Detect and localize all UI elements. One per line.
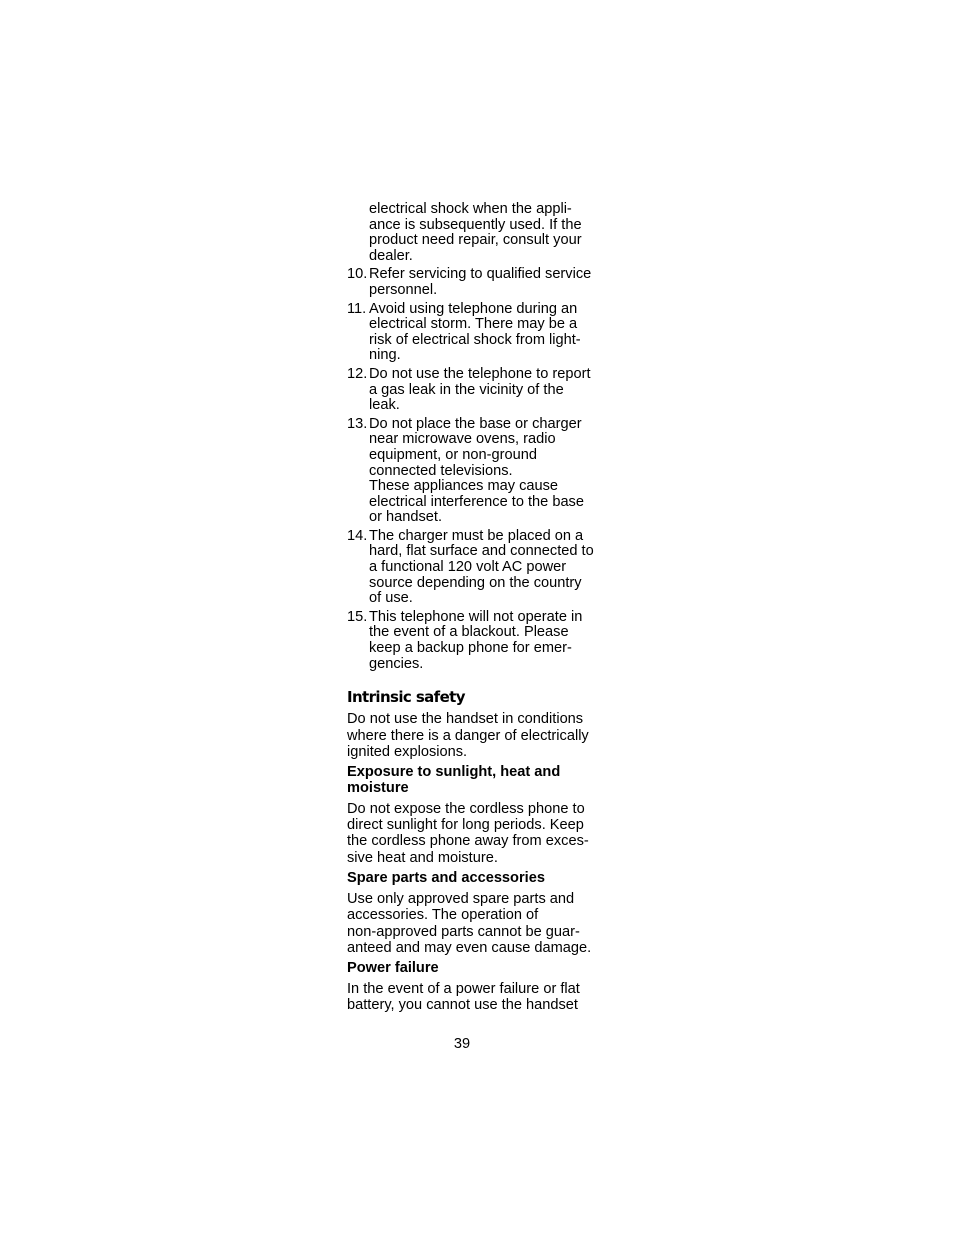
list-item-text: Do not use the telephone to report a gas leak in the vicinity of the leak. xyxy=(369,365,591,414)
list-item xyxy=(347,367,609,414)
list-item xyxy=(347,417,609,526)
list-item-text: Avoid using telephone during an electrical storm. There may be a risk of electrical shock from light- ning. xyxy=(369,300,581,364)
page-content xyxy=(347,202,609,1019)
list-item xyxy=(347,302,609,364)
list-item-text: The charger must be placed on a hard, flat surface and connected to a functional 120 volt AC power source depending on the country of use. xyxy=(369,527,594,607)
spare-parts-text: Use only approved spare parts and accessories. The operation of non-approved parts cannot be guar- anteed and may even cause damage. xyxy=(347,890,592,957)
list-item-number: 14. xyxy=(347,527,368,544)
list-item xyxy=(347,610,609,672)
intrinsic-safety-text: Do not use the handset in conditions where there is a danger of electrically ignited explosions. xyxy=(347,711,589,761)
page-number: 39 xyxy=(453,1036,471,1052)
subheading-exposure: Exposure to sunlight, heat and moisture xyxy=(347,764,561,797)
list-item-text: Refer servicing to qualified service personnel. xyxy=(369,266,592,298)
continued-paragraph: electrical shock when the appli- ance is subsequently used. If the product need repair, consult your dealer. xyxy=(369,201,582,264)
list-item xyxy=(347,267,609,298)
list-item-text: Do not place the base or charger near microwave ovens, radio equipment, or non-ground connected televisions. These appliances may cause electrical interference to the base or handset. xyxy=(369,415,584,526)
subheading-power-failure: Power failure xyxy=(347,960,439,977)
section-heading-intrinsic-safety: Intrinsic safety xyxy=(347,688,465,707)
list-item-number: 11. xyxy=(347,300,367,317)
list-item-number: 10. xyxy=(347,266,368,283)
list-item-number: 12. xyxy=(347,365,368,382)
list-item xyxy=(347,529,609,607)
list-item-number: 13. xyxy=(347,415,368,432)
exposure-text: Do not expose the cordless phone to direct sunlight for long periods. Keep the cordless phone away from exces- sive heat and moisture. xyxy=(347,800,589,866)
list-item-number: 15. xyxy=(347,608,368,625)
subheading-spare-parts: Spare parts and accessories xyxy=(347,870,545,887)
power-failure-text: In the event of a power failure or flat battery, you cannot use the handset xyxy=(347,981,580,1014)
list-item-text: This telephone will not operate in the event of a blackout. Please keep a backup phone for emer- gencies. xyxy=(369,608,583,672)
